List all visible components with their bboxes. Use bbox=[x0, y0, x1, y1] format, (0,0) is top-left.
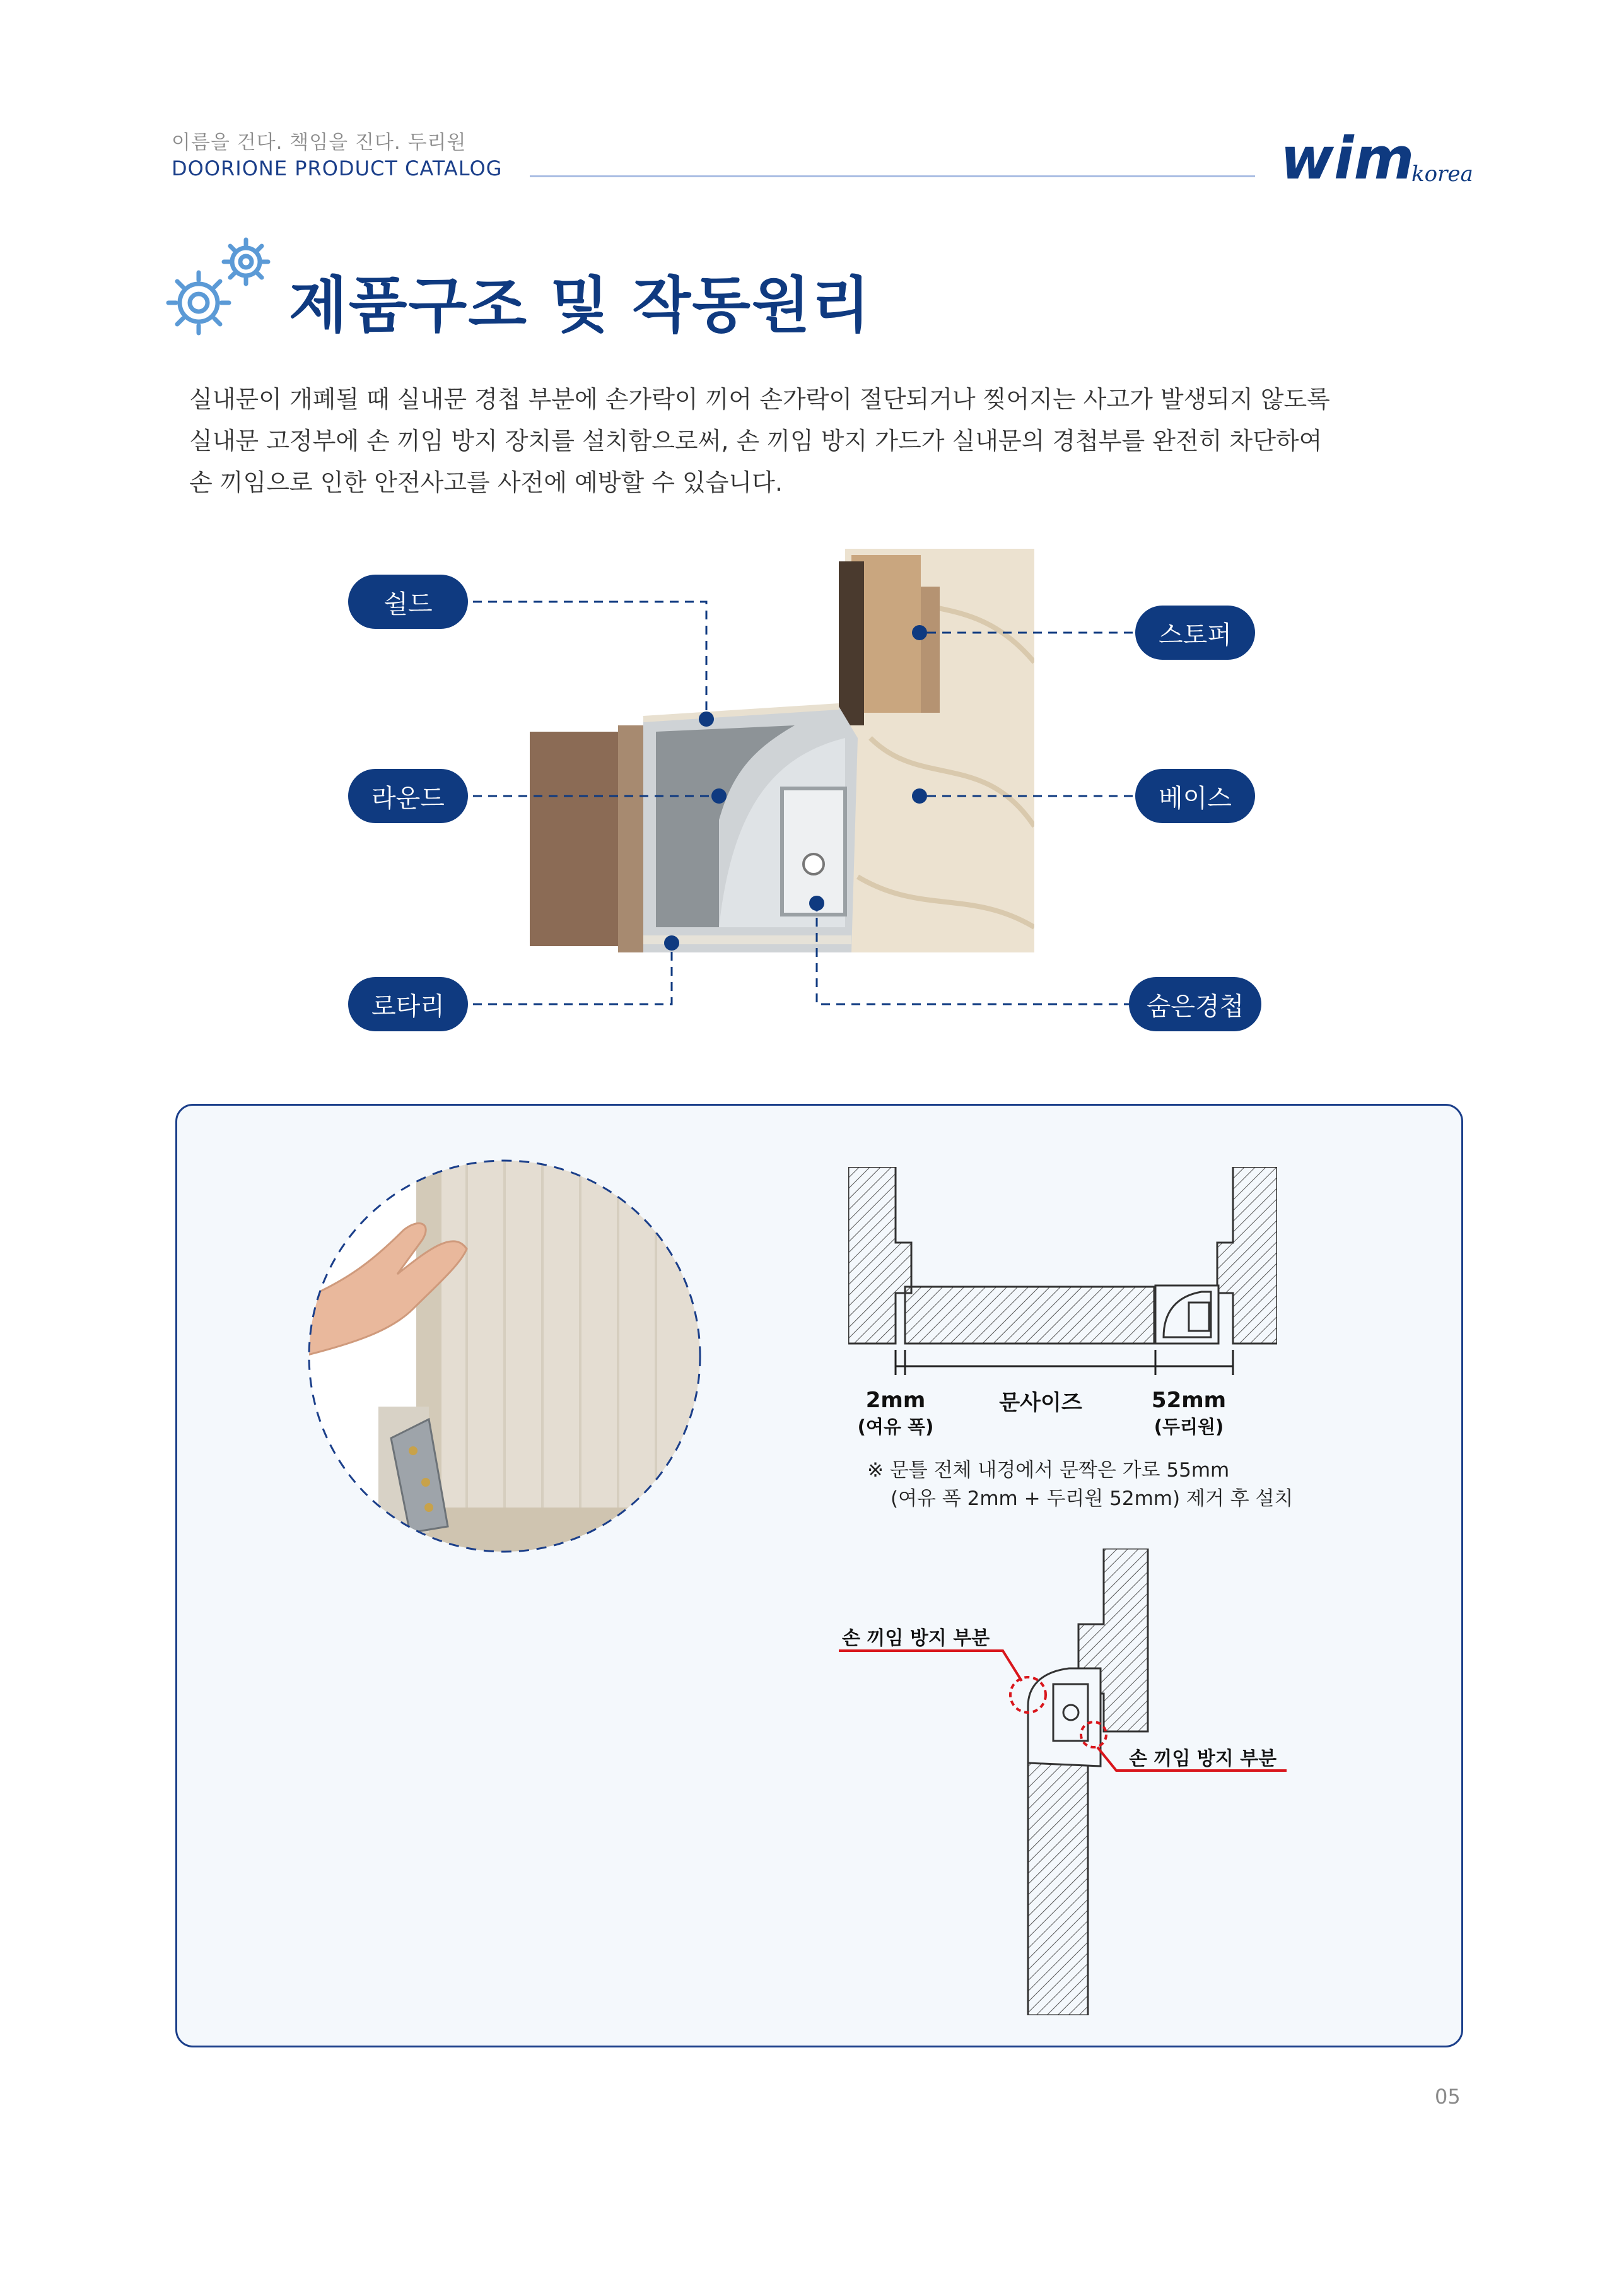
header-tagline: 이름을 건다. 책임을 진다. 두리원 bbox=[172, 131, 467, 154]
part-label-rotary: 로타리 bbox=[348, 977, 468, 1031]
finger-guard-diagram bbox=[839, 1549, 1293, 2015]
door-size-label: 문사이즈 bbox=[999, 1390, 1082, 1415]
product-section-photo bbox=[530, 549, 1034, 965]
svg-text:wim: wim bbox=[1280, 129, 1415, 192]
page-number: 05 bbox=[1435, 2085, 1461, 2109]
gap-dimension-value: 2mm bbox=[865, 1388, 926, 1413]
product-dimension-value: 52mm bbox=[1151, 1388, 1227, 1413]
header-divider bbox=[530, 175, 1255, 177]
install-note-line1: ※ 문틀 전체 내경에서 문짝은 가로 55mm bbox=[867, 1459, 1230, 1482]
catalog-title: DOORIONE PRODUCT CATALOG bbox=[172, 156, 503, 180]
part-label-stopper: 스토퍼 bbox=[1135, 606, 1255, 660]
intro-line: 실내문이 개폐될 때 실내문 경첩 부분에 손가락이 끼어 손가락이 절단되거나 찢어지는 사고가 발생되지 않도록 bbox=[189, 385, 1330, 413]
finger-guard-label-right: 손 끼임 방지 부분 bbox=[1129, 1748, 1277, 1770]
part-label-round: 라운드 bbox=[348, 769, 468, 823]
svg-text:korea: korea bbox=[1411, 161, 1473, 187]
wim-logo bbox=[1280, 129, 1482, 192]
intro-line: 손 끼임으로 인한 안전사고를 사전에 예방할 수 있습니다. bbox=[189, 469, 783, 496]
intro-paragraph bbox=[189, 378, 1419, 503]
part-label-hidden-hinge: 숨은경첩 bbox=[1129, 977, 1261, 1031]
gap-dimension-label: (여유 폭) bbox=[857, 1416, 934, 1438]
intro-line: 실내문 고정부에 손 끼임 방지 장치를 설치함으로써, 손 끼임 방지 가드가 실내문의 경첩부를 완전히 차단하여 bbox=[189, 427, 1323, 455]
wim-logo-graphic bbox=[1280, 129, 1482, 192]
install-note-line2: (여유 폭 2mm + 두리원 52mm) 제거 후 설치 bbox=[891, 1487, 1294, 1510]
part-label-shield: 쉴드 bbox=[348, 575, 468, 629]
installation-photo bbox=[303, 1154, 706, 1558]
part-label-base: 베이스 bbox=[1135, 769, 1255, 823]
product-dimension-label: (두리원) bbox=[1154, 1416, 1224, 1438]
door-size-diagram bbox=[848, 1167, 1277, 1375]
page-title: 제품구조 및 작동원리 bbox=[289, 270, 872, 341]
finger-guard-label-left: 손 끼임 방지 부분 bbox=[842, 1627, 990, 1649]
gears-icon bbox=[158, 233, 274, 344]
